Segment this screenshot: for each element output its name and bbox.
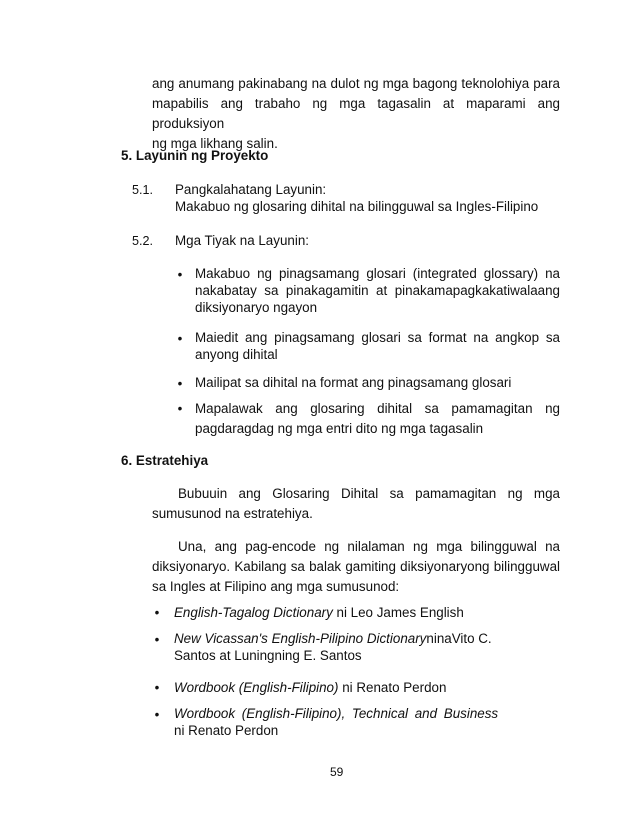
paragraph-line: Bubuuin ang Glosaring Dihital sa pamamagitan ng mga (178, 486, 560, 501)
paragraph-line: diksiyonaryo. Kabilang sa balak gamiting diksiyonaryong bilingguwal (152, 559, 560, 574)
bullet-icon: • (154, 707, 160, 722)
subsection-5-1-title: Pangkalahatang Layunin: (175, 182, 327, 197)
dictionary-title: New Vicassan's English-Pilipino Dictionary (174, 631, 427, 646)
list-item (175, 265, 565, 329)
dictionary-author: ni Renato Perdon (174, 723, 279, 738)
list-item-text: anyong dihital (195, 347, 278, 362)
list-item-text: pagdaragdag ng mga entri dito ng mga tagasalin (195, 421, 484, 436)
dictionary-author: ni Renato Perdon (338, 680, 447, 695)
section-5-heading: 5. Layunin ng Proyekto (121, 148, 269, 163)
subsection-5-1-number: 5.1. (132, 183, 154, 197)
subsection-5-1-text: Makabuo ng glosaring dihital na bilingguwal sa Ingles-Filipino (175, 199, 539, 214)
strategy-paragraph-2 (152, 537, 560, 597)
bullet-icon: • (177, 401, 183, 416)
page-number: 59 (330, 765, 344, 779)
list-item-text: Mailipat sa dihital na format ang pinagsamang glosari (195, 375, 512, 390)
bullet-icon: • (177, 376, 183, 391)
list-item (152, 678, 572, 705)
objectives-list (175, 265, 565, 439)
bullet-icon: • (177, 331, 183, 346)
paragraph-line: sa Ingles at Filipino ang mga sumusunod: (152, 579, 400, 594)
list-item-text: Maiedit ang pinagsamang glosari sa format na angkop sa (195, 330, 560, 345)
strategy-paragraph-1 (152, 484, 560, 524)
list-item (175, 329, 565, 374)
dictionary-list (152, 603, 572, 745)
list-item-text: nakabatay sa pinakagamitin at pinakamapagkakatiwalaang (195, 283, 560, 298)
list-item (152, 603, 572, 630)
dictionary-title: English-Tagalog Dictionary (174, 605, 333, 620)
bullet-icon: • (177, 267, 183, 282)
section-6-heading: 6. Estratehiya (121, 453, 209, 468)
list-item (152, 705, 572, 745)
intro-line: ang anumang pakinabang na dulot ng mga bagong teknolohiya para (152, 76, 560, 91)
subsection-5-2-title: Mga Tiyak na Layunin: (175, 233, 309, 248)
list-item (175, 374, 565, 399)
dictionary-author: ninaVito C. (426, 631, 492, 646)
list-item-text: Mapalawak ang glosaring dihital sa pamamagitan ng (195, 401, 560, 416)
list-item (152, 630, 572, 678)
list-item (175, 399, 565, 439)
subsection-5-2-number: 5.2. (132, 234, 154, 248)
dictionary-author: ni Leo James English (332, 605, 464, 620)
bullet-icon: • (154, 632, 160, 647)
list-item-text: Makabuo ng pinagsamang glosari (integrated glossary) na (195, 266, 560, 281)
dictionary-author: Santos at Luningning E. Santos (174, 648, 362, 663)
dictionary-title: Wordbook (English-Filipino) (174, 680, 339, 695)
list-item-text: diksiyonaryo ngayon (195, 300, 318, 315)
paragraph-line: sumusunod na estratehiya. (152, 506, 313, 521)
bullet-icon: • (154, 605, 160, 620)
dictionary-title: Wordbook (English-Filipino), Technical and Business (174, 706, 499, 721)
intro-line: mapabilis ang trabaho ng mga tagasalin at maparami ang produksiyon (152, 96, 560, 131)
intro-line: ng mga likhang salin. (152, 136, 278, 151)
paragraph-line: Una, ang pag-encode ng nilalaman ng mga bilingguwal na (178, 539, 560, 554)
intro-paragraph (152, 74, 560, 154)
bullet-icon: • (154, 680, 160, 695)
